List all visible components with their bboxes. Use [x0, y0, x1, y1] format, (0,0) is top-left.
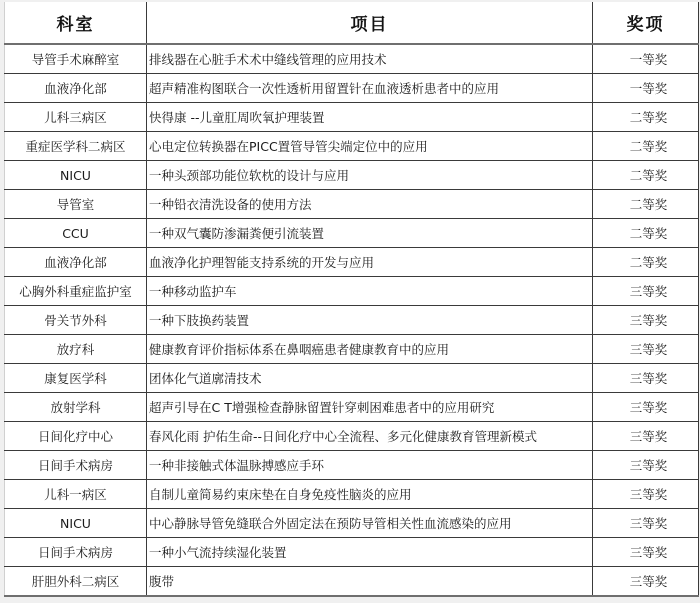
table-row — [5, 567, 699, 597]
award-cell[interactable]: 三等奖 — [593, 364, 699, 393]
department-cell[interactable]: 肝胆外科二病区 — [5, 567, 147, 597]
table-row — [5, 190, 699, 219]
department-cell[interactable]: 放射学科 — [5, 393, 147, 422]
award-cell[interactable]: 三等奖 — [593, 335, 699, 364]
award-cell[interactable]: 三等奖 — [593, 451, 699, 480]
project-cell[interactable]: 一种移动监护车 — [147, 277, 593, 306]
table-row — [5, 335, 699, 364]
award-cell[interactable]: 三等奖 — [593, 538, 699, 567]
award-cell[interactable]: 三等奖 — [593, 393, 699, 422]
project-cell[interactable]: 自制儿童简易约束床垫在自身免疫性脑炎的应用 — [147, 480, 593, 509]
award-cell[interactable]: 一等奖 — [593, 74, 699, 103]
table-row — [5, 161, 699, 190]
project-cell[interactable]: 健康教育评价指标体系在鼻咽癌患者健康教育中的应用 — [147, 335, 593, 364]
project-cell[interactable]: 一种小气流持续湿化装置 — [147, 538, 593, 567]
department-cell[interactable]: 放疗科 — [5, 335, 147, 364]
department-cell[interactable]: 心胸外科重症监护室 — [5, 277, 147, 306]
award-cell[interactable]: 三等奖 — [593, 277, 699, 306]
award-cell[interactable]: 三等奖 — [593, 480, 699, 509]
award-cell[interactable]: 三等奖 — [593, 422, 699, 451]
header-project[interactable]: 项目 — [147, 2, 593, 44]
project-cell[interactable]: 心电定位转换器在PICC置管导管尖端定位中的应用 — [147, 132, 593, 161]
department-cell[interactable]: 血液净化部 — [5, 74, 147, 103]
table-row — [5, 422, 699, 451]
project-cell[interactable]: 超声精准构图联合一次性透析用留置针在血液透析患者中的应用 — [147, 74, 593, 103]
project-cell[interactable]: 腹带 — [147, 567, 593, 597]
award-cell[interactable]: 一等奖 — [593, 44, 699, 74]
department-cell[interactable]: 日间手术病房 — [5, 451, 147, 480]
table-row — [5, 277, 699, 306]
project-cell[interactable]: 一种铅衣清洗设备的使用方法 — [147, 190, 593, 219]
project-cell[interactable]: 一种下肢换药装置 — [147, 306, 593, 335]
award-cell[interactable]: 三等奖 — [593, 567, 699, 597]
project-cell[interactable]: 一种双气囊防渗漏粪便引流装置 — [147, 219, 593, 248]
table-row — [5, 538, 699, 567]
table-row — [5, 393, 699, 422]
department-cell[interactable]: 康复医学科 — [5, 364, 147, 393]
awards-spreadsheet — [4, 2, 698, 597]
table-row — [5, 451, 699, 480]
project-cell[interactable]: 团体化气道廓清技术 — [147, 364, 593, 393]
award-cell[interactable]: 二等奖 — [593, 219, 699, 248]
department-cell[interactable]: NICU — [5, 161, 147, 190]
award-cell[interactable]: 三等奖 — [593, 509, 699, 538]
department-cell[interactable]: 导管室 — [5, 190, 147, 219]
award-cell[interactable]: 二等奖 — [593, 161, 699, 190]
project-cell[interactable]: 排线器在心脏手术术中缝线管理的应用技术 — [147, 44, 593, 74]
project-cell[interactable]: 快得康 --儿童肛周吹氧护理装置 — [147, 103, 593, 132]
project-cell[interactable]: 中心静脉导管免缝联合外固定法在预防导管相关性血流感染的应用 — [147, 509, 593, 538]
award-cell[interactable]: 二等奖 — [593, 103, 699, 132]
department-cell[interactable]: 日间化疗中心 — [5, 422, 147, 451]
project-cell[interactable]: 超声引导在C T增强检查静脉留置针穿刺困难患者中的应用研究 — [147, 393, 593, 422]
award-cell[interactable]: 三等奖 — [593, 306, 699, 335]
table-row — [5, 74, 699, 103]
department-cell[interactable]: 儿科三病区 — [5, 103, 147, 132]
table-row — [5, 480, 699, 509]
table-row — [5, 132, 699, 161]
table-row — [5, 364, 699, 393]
department-cell[interactable]: CCU — [5, 219, 147, 248]
department-cell[interactable]: NICU — [5, 509, 147, 538]
department-cell[interactable]: 导管手术麻醉室 — [5, 44, 147, 74]
project-cell[interactable]: 一种头颈部功能位软枕的设计与应用 — [147, 161, 593, 190]
department-cell[interactable]: 儿科一病区 — [5, 480, 147, 509]
department-cell[interactable]: 重症医学科二病区 — [5, 132, 147, 161]
award-cell[interactable]: 二等奖 — [593, 190, 699, 219]
table-row — [5, 103, 699, 132]
award-cell[interactable]: 二等奖 — [593, 248, 699, 277]
table-row — [5, 44, 699, 74]
department-cell[interactable]: 骨关节外科 — [5, 306, 147, 335]
project-cell[interactable]: 一种非接触式体温脉搏感应手环 — [147, 451, 593, 480]
department-cell[interactable]: 血液净化部 — [5, 248, 147, 277]
table-row — [5, 509, 699, 538]
header-award[interactable]: 奖项 — [593, 2, 699, 44]
header-row — [5, 2, 699, 44]
table-row — [5, 306, 699, 335]
project-cell[interactable]: 春风化雨 护佑生命--日间化疗中心全流程、多元化健康教育管理新模式 — [147, 422, 593, 451]
department-cell[interactable]: 日间手术病房 — [5, 538, 147, 567]
header-department[interactable]: 科室 — [5, 2, 147, 44]
award-cell[interactable]: 二等奖 — [593, 132, 699, 161]
project-cell[interactable]: 血液净化护理智能支持系统的开发与应用 — [147, 248, 593, 277]
table-row — [5, 248, 699, 277]
awards-table — [4, 2, 699, 597]
table-row — [5, 219, 699, 248]
